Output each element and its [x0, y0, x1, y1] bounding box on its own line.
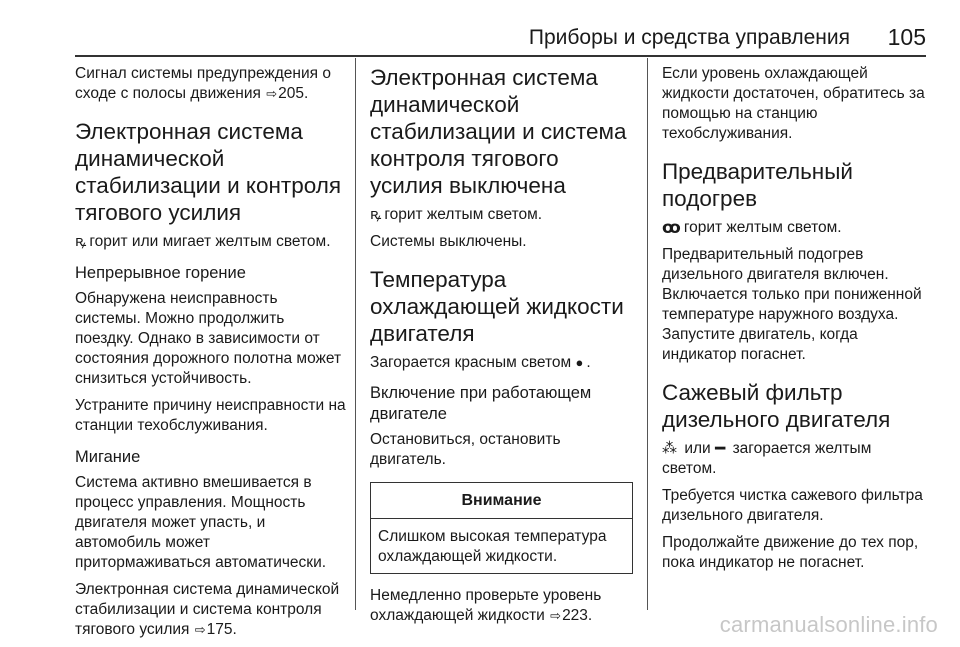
preheat-indicator-line — [662, 218, 926, 238]
coolant-continued-text: Если уровень охлаждающей жидкости достаточен, обратитесь за помощью на станцию техобслуживания. — [662, 65, 925, 142]
section-heading-esc: Электронная система динамической стабилизации и контроля тягового усилия — [75, 119, 342, 225]
coolant-red-line: Загорается красным светом ● . — [370, 354, 591, 371]
column-divider-1 — [355, 58, 356, 610]
intro-text-1: Сигнал системы предупреждения о — [75, 65, 331, 82]
section-heading-coolant: Температура охлаждающей жидкости двигателя — [370, 267, 624, 346]
dpf-indicator-text: загорается желтым светом. — [662, 440, 872, 477]
red-dot-icon: ● — [575, 355, 584, 370]
flashing-paragraph-2 — [75, 580, 347, 640]
preheat-paragraph: Предварительный подогрев дизельного двигателя включен. Включается только при пониженной температуре наружного воздуха. Запустите двигатель, когда индикатор погаснет. — [662, 246, 922, 363]
esc-indicator-line — [75, 232, 347, 252]
subheading-engine-running: Включение при работающем двигателе — [370, 384, 592, 423]
header-title: Приборы и средства управления — [528, 26, 850, 49]
column-1 — [75, 64, 347, 647]
preheat-indicator-text: горит желтым светом. — [683, 219, 842, 236]
stop-engine-text: Остановиться, остановить двигатель. — [370, 431, 561, 468]
header-divider — [75, 55, 926, 57]
intro-ref[interactable]: 205. — [278, 85, 309, 102]
dpf-clean-text: Требуется чистка сажевого фильтра дизельного двигателя. — [662, 487, 923, 524]
check-coolant-ref[interactable]: 223. — [562, 607, 593, 624]
section-heading-esc-off: Электронная система динамической стабилизации и система контроля тягового усилия выключена — [370, 65, 627, 198]
flashing-ref[interactable]: 175. — [206, 621, 237, 638]
dpf-indicator-line — [662, 439, 926, 479]
subheading-continuous: Непрерывное горение — [75, 264, 246, 282]
intro-text-2: сходе с полосы движения — [75, 85, 261, 102]
page-header — [0, 0, 960, 56]
page-ref-icon: ⇨ — [194, 622, 206, 637]
check-coolant-text: Немедленно проверьте уровень охлаждающей жидкости — [370, 587, 602, 624]
section-heading-dpf: Сажевый фильтр дизельного двигателя — [662, 380, 891, 432]
esc-off-indicator-line — [370, 205, 633, 225]
page-number: 105 — [887, 24, 926, 50]
column-3 — [662, 64, 926, 580]
warning-title: Внимание — [371, 483, 632, 519]
systems-off-text: Системы выключены. — [370, 233, 527, 250]
dpf-or-text: или — [684, 440, 711, 457]
column-2 — [370, 64, 633, 633]
column-divider-2 — [647, 58, 648, 610]
page-ref-icon: ⇨ — [550, 608, 562, 623]
intro-paragraph — [75, 64, 347, 104]
dpf-drive-text: Продолжайте движение до тех пор, пока индикатор не погаснет. — [662, 534, 919, 571]
esc-indicator-text: горит или мигает желтым светом. — [89, 233, 331, 250]
exhaust-pipe-icon: ━ — [715, 439, 726, 458]
glow-plug-icon: ꝏ — [662, 218, 681, 237]
flashing-paragraph-1: Система активно вмешивается в процесс управления. Мощность двигателя может упасть, и автомобиль может притормаживаться автоматически. — [75, 474, 327, 571]
check-coolant-paragraph — [370, 586, 633, 626]
flashing-text-2: Электронная система динамической стабилизации и система контроля тягового усилия — [75, 581, 340, 638]
esc-off-icon: ꝶ — [370, 206, 382, 223]
warning-body: Слишком высокая температура охлаждающей жидкости. — [378, 528, 607, 565]
watermark: carmanualsonline.info — [719, 612, 938, 637]
coolant-red-text: Загорается красным светом — [370, 354, 572, 371]
continuous-paragraph-2: Устраните причину неисправности на станции техобслуживания. — [75, 397, 346, 434]
subheading-flashing: Мигание — [75, 448, 141, 466]
dpf-filter-icon: ⁂ — [662, 440, 677, 457]
section-heading-preheat: Предварительный подогрев — [662, 159, 853, 211]
esc-off-indicator-text: горит желтым светом. — [384, 206, 543, 223]
page-ref-icon: ⇨ — [266, 86, 278, 101]
continuous-paragraph-1: Обнаружена неисправность системы. Можно продолжить поездку. Однако в зависимости от состояния дорожного полотна может снизиться устойчивость. — [75, 290, 342, 387]
warning-box — [370, 482, 633, 574]
esc-skid-icon: ꝶ — [75, 233, 87, 250]
